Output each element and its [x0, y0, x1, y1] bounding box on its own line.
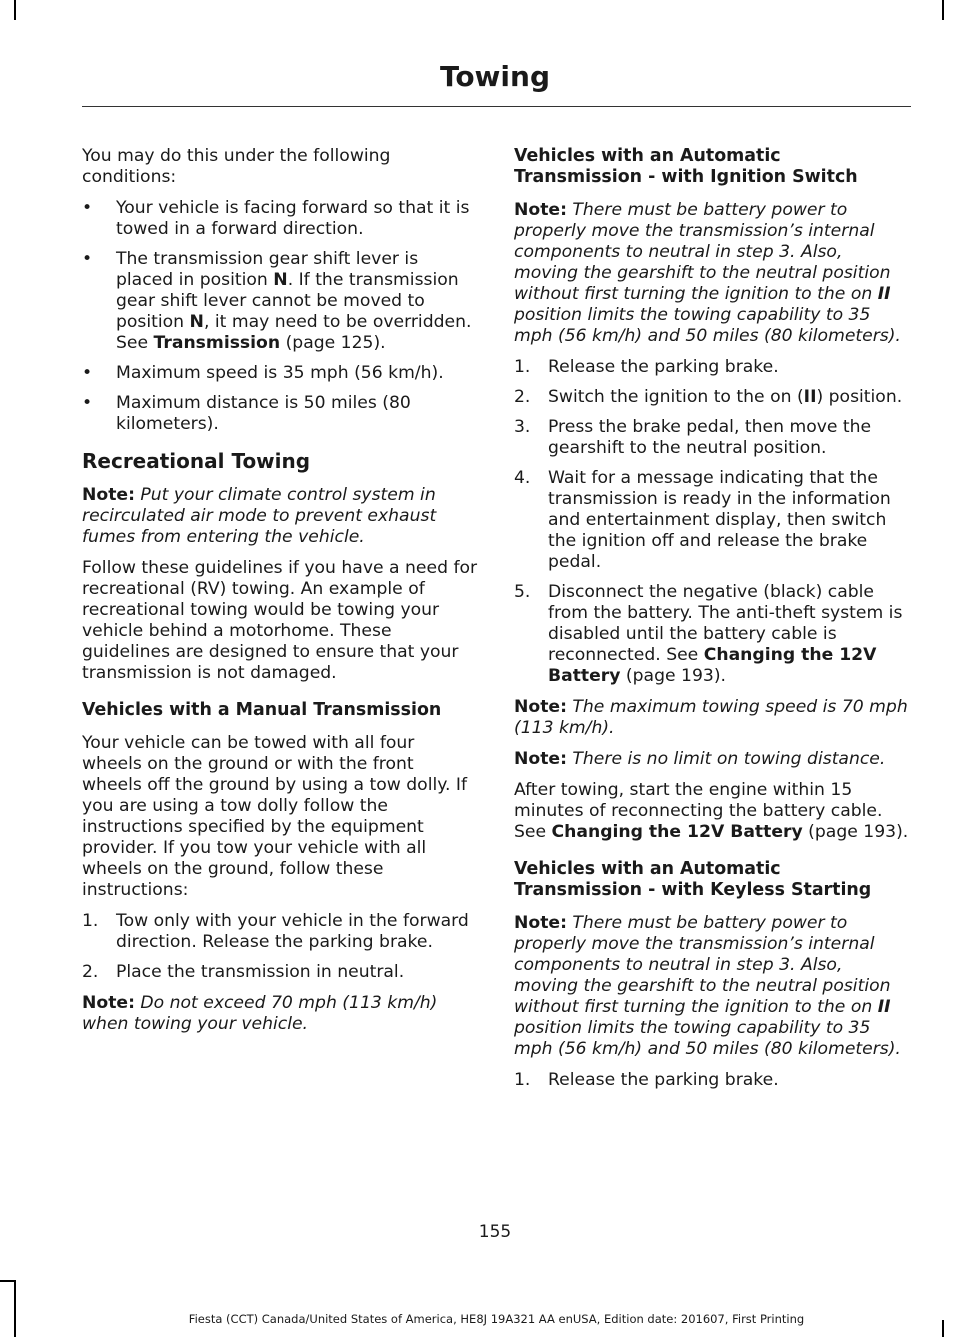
list-item: 3. Press the brake pedal, then move the gearshift to the neutral position. [514, 417, 872, 458]
footer: Fiesta (CCT) Canada/United States of America, HE8J 19A321 AA enUSA, Edition date: 201607, First Printing [188, 1312, 805, 1326]
manual-transmission-heading: Vehicles with a Manual Transmission [82, 700, 442, 720]
list-item: • Maximum speed is 35 mph (56 km/h). [82, 363, 444, 383]
manual-note: Note: Do not exceed 70 mph (113 km/h) when towing your vehicle. [82, 993, 438, 1034]
after-towing-paragraph: After towing, start the engine within 15 minutes of reconnecting the battery cable. See Changing the 12V Battery (page 193). [514, 780, 909, 842]
list-item: 2. Switch the ignition to the on (II) position. [514, 387, 903, 407]
towing-distance-note: Note: There is no limit on towing distance. [514, 749, 886, 769]
changing-battery-link-2[interactable]: Changing the 12V Battery [551, 822, 803, 842]
crop-mark-top-left [14, 0, 16, 20]
list-item: • The transmission gear shift lever is placed in position N. If the transmission gear shift lever cannot be moved to position N, it may need to be overridden. See Transmission (page 125). [82, 249, 472, 353]
list-item: • Maximum distance is 50 miles (80 kilometers). [82, 393, 411, 434]
conditions-list [82, 198, 478, 435]
list-item: 1. Release the parking brake. [514, 357, 779, 377]
list-item: 2. Place the transmission in neutral. [82, 962, 405, 982]
recreational-body: Follow these guidelines if you have a need for recreational (RV) towing. An example of recreational towing would be towing your vehicle behind a motorhome. These guidelines are designed to ensure that your transmission is not damaged. [82, 558, 478, 683]
left-column [82, 146, 478, 1045]
crop-mark-bottom-left [14, 1280, 16, 1337]
manual-body: Your vehicle can be towed with all four wheels on the ground or with the front wheels off the ground by using a tow dolly. If you are using a tow dolly follow the instructions specified by the equipment provider. If you tow your vehicle with all wheels on the ground, follow these instructions: [82, 733, 468, 900]
bullet-mark: • [82, 249, 93, 269]
towing-speed-note: Note: The maximum towing speed is 70 mph (113 km/h). [514, 697, 908, 738]
recreational-towing-heading: Recreational Towing [82, 449, 311, 473]
crop-mark-bottom-right [942, 1320, 944, 1337]
changing-battery-link[interactable]: Changing the 12V Battery [548, 645, 877, 686]
page-number: 155 [478, 1222, 512, 1242]
bullet-mark: • [82, 198, 93, 218]
keyless-steps [514, 1070, 910, 1091]
list-item: 4. Wait for a message indicating that the transmission is ready in the information and entertainment display, then switch the ignition off and release the brake pedal. [514, 468, 891, 572]
transmission-link[interactable]: Transmission [153, 333, 281, 353]
manual-steps [82, 911, 478, 983]
page-title: Towing [439, 60, 550, 93]
list-item: 5. Disconnect the negative (black) cable from the battery. The anti-theft system is disabled until the battery cable is reconnected. See Changing the 12V Battery (page 193). [514, 582, 903, 686]
header-rule [82, 106, 911, 107]
right-column [514, 146, 910, 1101]
list-item: • Your vehicle is facing forward so that it is towed in a forward direction. [82, 198, 470, 239]
keyless-note: Note: There must be battery power to properly move the transmission’s internal components to neutral in step 3. Also, moving the gearshift to the neutral position without first turning the ignition to the on II position limits the towing capability to 35 mph (56 km/h) and 50 miles (80 kilometers). [514, 913, 901, 1059]
crop-mark-top-right [942, 0, 944, 20]
recreational-note: Note: Put your climate control system in recirculated air mode to prevent exhaust fumes from entering the vehicle. [82, 485, 437, 547]
ignition-note: Note: There must be battery power to properly move the transmission’s internal components to neutral in step 3. Also, moving the gearshift to the neutral position without first turning the ignition to the on II position limits the towing capability to 35 mph (56 km/h) and 50 miles (80 kilometers). [514, 200, 901, 346]
list-item: 1. Release the parking brake. [514, 1070, 779, 1090]
keyless-starting-heading: Vehicles with an Automatic Transmission - with Keyless Starting [514, 859, 872, 900]
bullet-mark: • [82, 393, 93, 413]
intro-paragraph: You may do this under the following conditions: [82, 146, 391, 187]
ignition-switch-heading: Vehicles with an Automatic Transmission - with Ignition Switch [514, 146, 858, 187]
ignition-steps [514, 357, 910, 687]
list-item: 1. Tow only with your vehicle in the forward direction. Release the parking brake. [82, 911, 469, 952]
bullet-mark: • [82, 363, 93, 383]
crop-mark-bottom-left-h [0, 1280, 16, 1282]
